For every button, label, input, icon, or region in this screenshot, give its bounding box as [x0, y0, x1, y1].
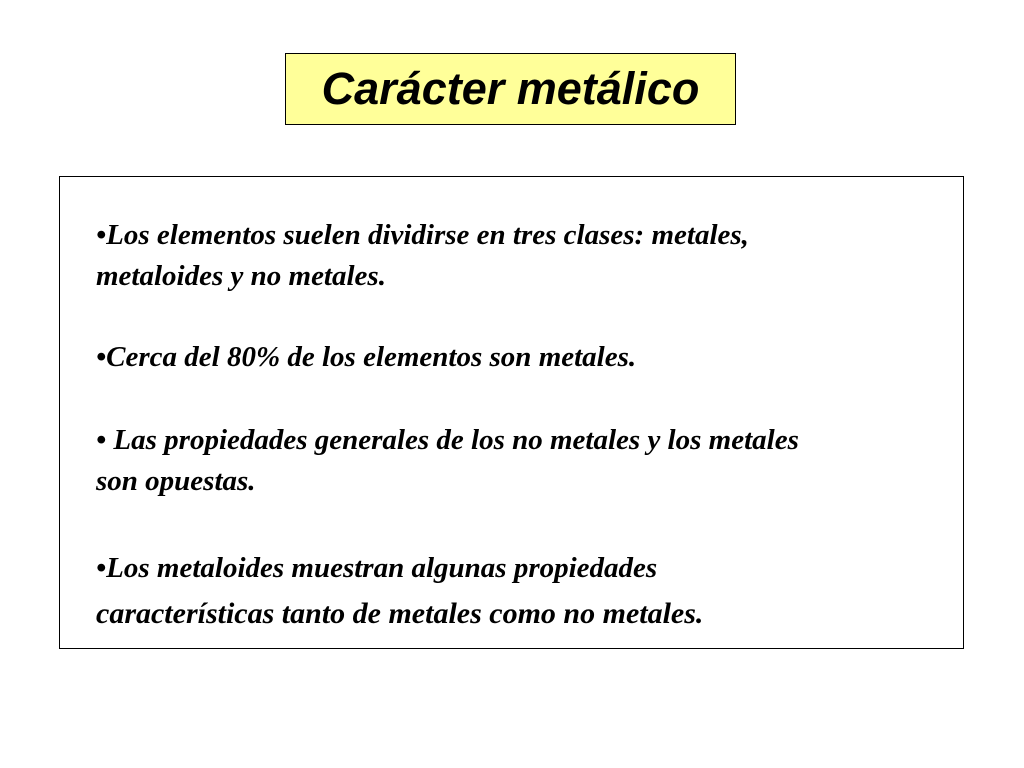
bullet-1-line-2: metaloides y no metales. — [96, 260, 386, 292]
content-box — [59, 176, 964, 649]
bullet-4-line-1: •Los metaloides muestran algunas propiedades — [96, 552, 658, 584]
bullet-item-1 — [96, 215, 941, 297]
bullet-item-3 — [96, 420, 941, 502]
bullet-1-line-1: •Los elementos suelen dividirse en tres clases: metales, — [96, 219, 749, 251]
title-box — [285, 53, 736, 125]
bullet-4-line-2: características tanto de metales como no metales. — [96, 597, 704, 630]
bullet-3-line-2: son opuestas. — [96, 465, 256, 497]
bullet-2-line-1: •Cerca del 80% de los elementos son metales. — [96, 341, 637, 373]
bullet-item-4 — [96, 548, 941, 634]
bullet-3-line-1: • Las propiedades generales de los no metales y los metales — [96, 424, 799, 456]
slide-title: Carácter metálico — [321, 63, 700, 114]
bullet-item-2 — [96, 337, 941, 378]
